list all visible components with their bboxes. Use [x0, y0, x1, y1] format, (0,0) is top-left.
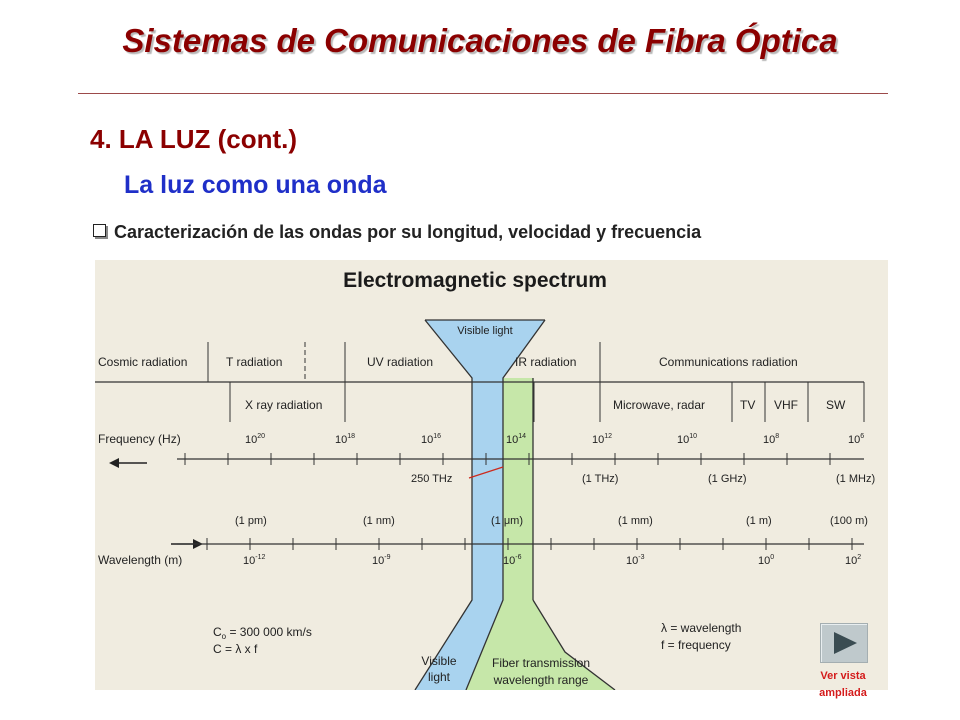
- frequency-unit-label: (1 GHz): [708, 473, 747, 485]
- band-label: VHF: [774, 398, 798, 412]
- tick-base: 10: [848, 434, 861, 446]
- visible-light-bottom-label: light: [427, 670, 451, 684]
- band-label: Cosmic radiation: [98, 355, 188, 369]
- tick-exponent: 10: [689, 433, 698, 440]
- tick-base: 10: [243, 555, 256, 567]
- tick-base: 10: [372, 555, 385, 567]
- band-label: Microwave, radar: [613, 398, 706, 412]
- legend-lambda: λ = wavelength: [661, 621, 742, 635]
- play-icon: [821, 624, 867, 662]
- tick-base: 10: [677, 434, 690, 446]
- frequency-unit-label: (1 MHz): [836, 473, 876, 485]
- nav-caption-line: ampliada: [819, 687, 867, 699]
- fiber-range-label: Fiber transmission: [491, 656, 591, 670]
- tick-exponent: 6: [860, 433, 865, 440]
- wavelength-unit-label: (1 m): [746, 515, 772, 527]
- slide-title: Sistemas de Comunicaciones de Fibra Óptica: [122, 22, 838, 59]
- tick-exponent: 20: [257, 433, 266, 440]
- wavelength-unit-label: (1 mm): [618, 515, 653, 527]
- tick-exponent: -3: [638, 554, 645, 561]
- wavelength-unit-label: (1 nm): [363, 515, 395, 527]
- frequency-unit-label: (1 THz): [582, 473, 619, 485]
- band-label: T radiation: [226, 355, 283, 369]
- figure-heading: Electromagnetic spectrum: [343, 269, 607, 292]
- tick-base: 10: [763, 434, 776, 446]
- tick-exponent: 8: [775, 433, 780, 440]
- tick-exponent: -12: [255, 554, 266, 561]
- formula-c0-subscript: o: [221, 632, 227, 641]
- formula-c-lambda-f: C = λ x f: [213, 642, 258, 656]
- wavelength-unit-label: (1 μm): [491, 515, 524, 527]
- title-divider: [78, 93, 888, 94]
- formula-c0-value: = 300 000 km/s: [226, 625, 312, 639]
- bullet-item: [93, 222, 701, 243]
- tick-exponent: 16: [433, 433, 442, 440]
- section-heading: 4. LA LUZ (cont.): [90, 124, 298, 154]
- tick-exponent: 2: [857, 554, 862, 561]
- frequency-axis-label: Frequency (Hz): [98, 432, 181, 446]
- tick-base: 10: [626, 555, 639, 567]
- tick-exponent: 12: [604, 433, 613, 440]
- wavelength-unit-label: (1 pm): [235, 515, 267, 527]
- tick-exponent: -6: [515, 554, 522, 561]
- electromagnetic-spectrum-figure: [95, 260, 888, 690]
- tick-exponent: -9: [384, 554, 391, 561]
- tick-exponent: 18: [347, 433, 356, 440]
- nav-caption-line: Ver vista: [820, 670, 866, 682]
- formula-speed-of-light: [213, 625, 312, 641]
- tick-base: 10: [506, 434, 519, 446]
- checkbox-bullet-icon: [93, 224, 106, 237]
- tick-base: 10: [845, 555, 858, 567]
- band-label: IR radiation: [515, 355, 577, 369]
- freq-marker-label: 250 THz: [411, 473, 453, 485]
- tick-base: 10: [421, 434, 434, 446]
- band-label: UV radiation: [367, 355, 434, 369]
- tick-exponent: 0: [770, 554, 775, 561]
- visible-light-bottom-label: Visible: [421, 654, 457, 668]
- band-label: SW: [826, 398, 846, 412]
- slide-subtitle: La luz como una onda: [124, 171, 387, 199]
- formula-c0: C: [213, 625, 222, 639]
- tick-base: 10: [503, 555, 516, 567]
- tick-base: 10: [758, 555, 771, 567]
- tick-exponent: 14: [518, 433, 527, 440]
- tick-base: 10: [335, 434, 348, 446]
- tick-base: 10: [245, 434, 258, 446]
- wavelength-axis-label: Wavelength (m): [98, 553, 183, 567]
- next-slide-button[interactable]: [820, 623, 868, 663]
- band-label: TV: [740, 398, 756, 412]
- tick-base: 10: [592, 434, 605, 446]
- band-label: X ray radiation: [245, 398, 323, 412]
- band-label: Communications radiation: [659, 355, 798, 369]
- visible-light-top-label: Visible light: [457, 325, 513, 337]
- enlarged-view-link[interactable]: [806, 668, 880, 702]
- wavelength-unit-label: (100 m): [830, 515, 868, 527]
- bullet-text: Caracterización de las ondas por su longitud, velocidad y frecuencia: [114, 222, 702, 242]
- legend-f: f = frequency: [661, 638, 731, 652]
- fiber-range-label: wavelength range: [493, 673, 589, 687]
